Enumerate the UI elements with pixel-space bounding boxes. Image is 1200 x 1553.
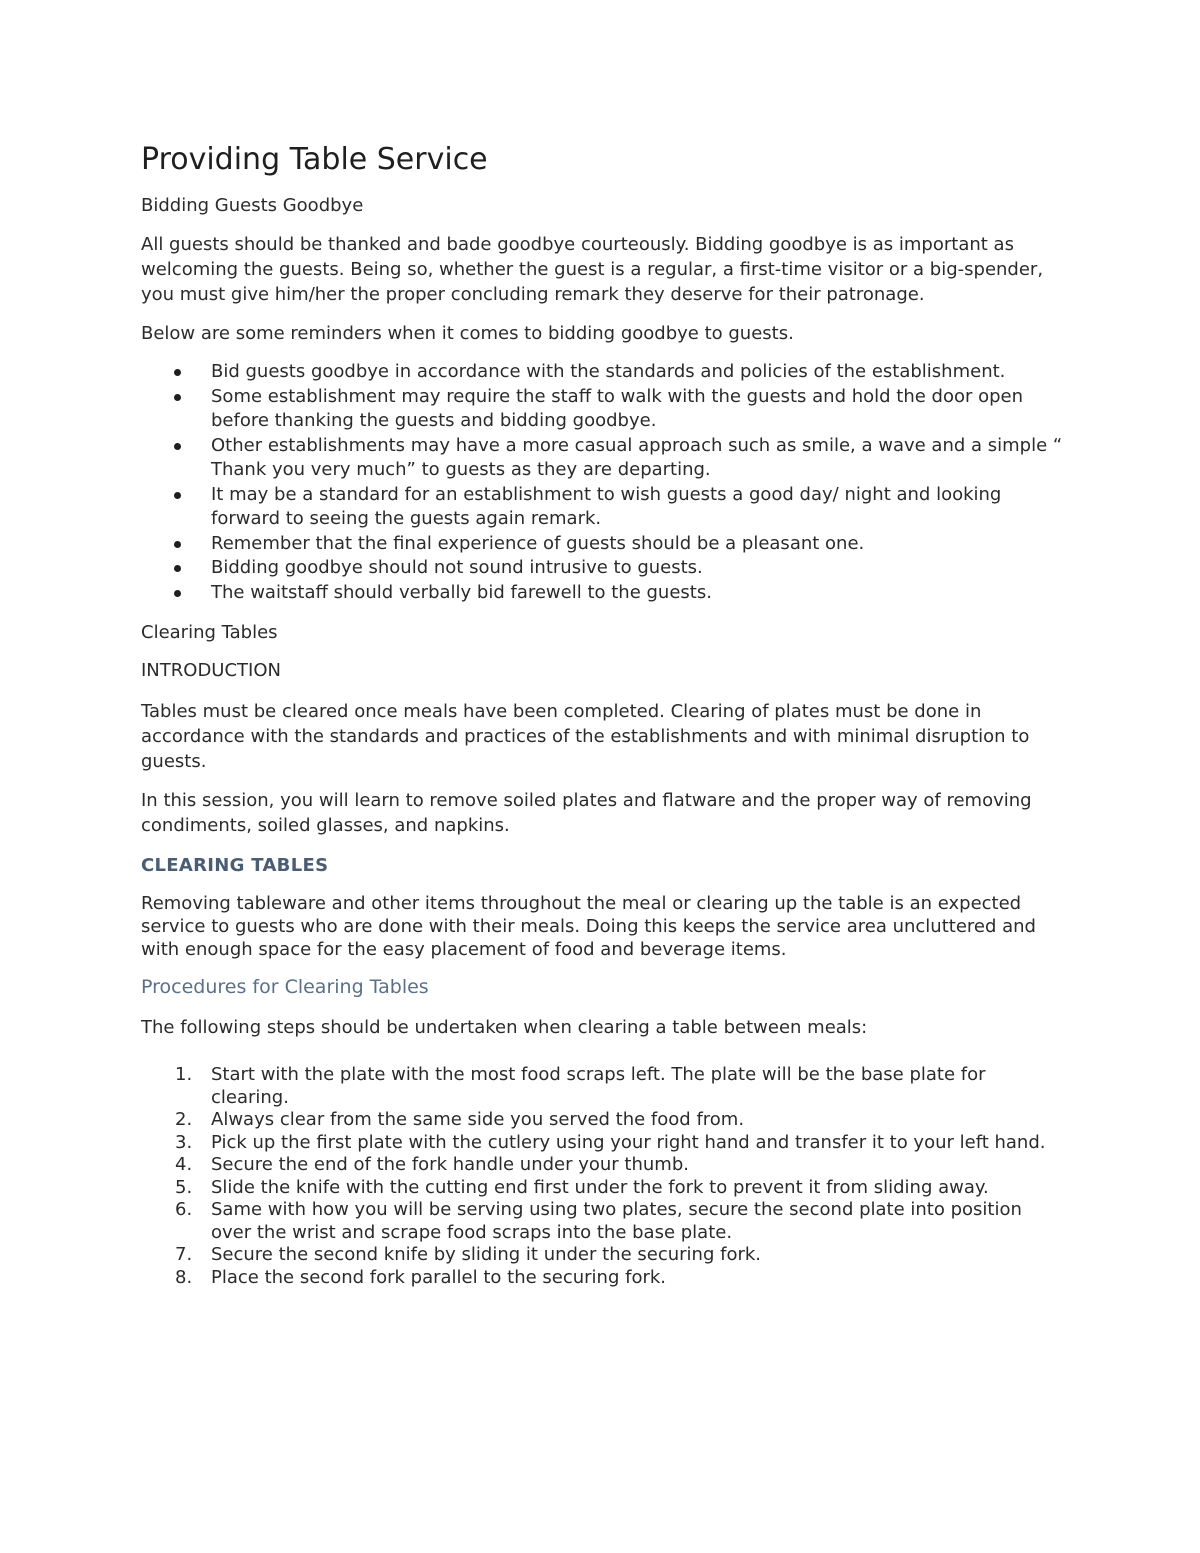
step-number: 2.	[175, 1109, 193, 1130]
bullet-icon	[174, 541, 181, 548]
step-text: Same with how you will be serving using two plates, secure the second plate into position over the wrist and scrape food scraps into the base plate.	[211, 1199, 1022, 1243]
heading-clearing-tables-caps: CLEARING TABLES	[141, 855, 329, 876]
bullet-icon	[174, 492, 181, 499]
heading-procedures: Procedures for Clearing Tables	[141, 976, 429, 998]
list-item	[141, 385, 1066, 434]
list-item-text: Other establishments may have a more casual approach such as smile, a wave and a simple “ Thank you very much” to guests as they are departing.	[211, 434, 1063, 480]
step-text: Start with the plate with the most food scraps left. The plate will be the base plate for clearing.	[211, 1064, 986, 1108]
paragraph-bidding-intro: All guests should be thanked and bade goodbye courteously. Bidding goodbye is as important as welcoming the guests. Being so, whether the guest is a regular, a first-time visitor or a big-spender, you must give him/her the proper concluding remark they deserve for their patronage.	[141, 234, 1044, 305]
bullet-icon	[174, 369, 181, 376]
step-number: 6.	[175, 1199, 193, 1220]
document-page	[141, 140, 1066, 1289]
step-number: 3.	[175, 1131, 193, 1153]
list-item	[141, 1199, 1066, 1244]
list-item	[141, 1109, 1066, 1132]
list-item	[141, 1064, 1066, 1109]
step-number: 1.	[175, 1064, 193, 1085]
list-item	[141, 360, 1066, 385]
bullet-icon	[174, 443, 181, 450]
paragraph-session-intro: In this session, you will learn to remove soiled plates and flatware and the proper way of removing condiments, soiled glasses, and napkins.	[141, 790, 1032, 836]
bullet-icon	[174, 394, 181, 401]
section-heading-bidding-goodbye: Bidding Guests Goodbye	[141, 195, 364, 216]
reminders-list	[141, 360, 1066, 605]
paragraph-procedures-intro: The following steps should be undertaken when clearing a table between meals:	[141, 1017, 868, 1038]
step-number: 5.	[175, 1176, 193, 1198]
step-number: 4.	[175, 1154, 193, 1175]
introduction-label: INTRODUCTION	[141, 660, 281, 681]
section-heading-clearing-tables: Clearing Tables	[141, 622, 278, 643]
step-text: Always clear from the same side you served the food from.	[211, 1109, 745, 1130]
list-item-text: Remember that the final experience of guests should be a pleasant one.	[211, 532, 865, 554]
list-item	[141, 1244, 1066, 1267]
list-item	[141, 532, 1066, 557]
list-item-text: It may be a standard for an establishment to wish guests a good day/ night and looking forward to seeing the guests again remark.	[211, 483, 1002, 529]
list-item	[141, 1154, 1066, 1177]
bullet-icon	[174, 590, 181, 597]
step-text: Slide the knife with the cutting end first under the fork to prevent it from sliding away.	[211, 1176, 989, 1198]
list-item	[141, 1267, 1066, 1290]
step-text: Secure the second knife by sliding it under the securing fork.	[211, 1244, 762, 1265]
list-item-text: The waitstaff should verbally bid farewell to the guests.	[211, 581, 712, 603]
step-text: Secure the end of the fork handle under your thumb.	[211, 1154, 689, 1175]
list-item	[141, 434, 1066, 483]
list-item	[141, 556, 1066, 581]
list-item	[141, 483, 1066, 532]
list-item-text: Bid guests goodbye in accordance with the standards and policies of the establishment.	[211, 361, 1006, 382]
list-item-text: Some establishment may require the staff to walk with the guests and hold the door open before thanking the guests and bidding goodbye.	[211, 385, 1024, 431]
paragraph-removing-tableware: Removing tableware and other items throughout the meal or clearing up the table is an expected service to guests who are done with their meals. Doing this keeps the service area uncluttered and with enough space for the easy placement of food and beverage items.	[141, 893, 1036, 960]
step-number: 7.	[175, 1244, 193, 1265]
list-item	[141, 1132, 1066, 1155]
list-item	[141, 1177, 1066, 1200]
paragraph-reminders-intro: Below are some reminders when it comes to bidding goodbye to guests.	[141, 323, 794, 344]
procedures-steps-list	[141, 1064, 1066, 1289]
document-title: Providing Table Service	[141, 142, 488, 177]
step-text: Pick up the first plate with the cutlery using your right hand and transfer it to your left hand.	[211, 1131, 1046, 1153]
step-text: Place the second fork parallel to the securing fork.	[211, 1266, 667, 1288]
step-number: 8.	[175, 1266, 193, 1288]
list-item-text: Bidding goodbye should not sound intrusive to guests.	[211, 557, 703, 578]
list-item	[141, 581, 1066, 606]
paragraph-clearing-intro: Tables must be cleared once meals have been completed. Clearing of plates must be done in accordance with the standards and practices of the establishments and with minimal disruption to guests.	[141, 701, 1030, 772]
bullet-icon	[174, 565, 181, 572]
